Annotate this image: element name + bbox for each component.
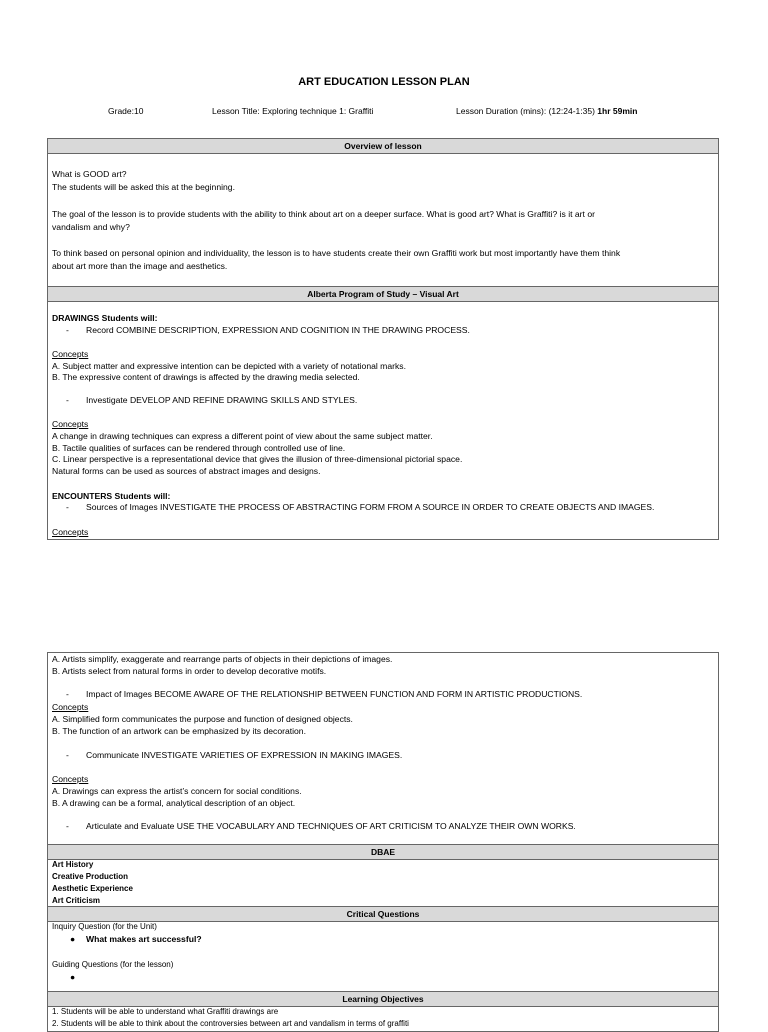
overview-think-line2: about art more than the image and aesthetics. [52, 261, 228, 271]
concept-line: Natural forms can be used as sources of abstract images and designs. [52, 466, 321, 476]
concepts-label: Concepts [52, 349, 89, 359]
objectives-header: Learning Objectives [48, 991, 718, 1007]
lesson-title: Lesson Title: Exploring technique 1: Graffiti [212, 106, 374, 116]
inquiry-question: ● What makes art successful? [70, 934, 202, 944]
overview-think-line1: To think based on personal opinion and individuality, the lesson is to have students create their own Graffiti work but most importantly have them think [52, 248, 621, 258]
encounters-bullet-1: - Sources of Images INVESTIGATE THE PROCESS OF ABSTRACTING FORM FROM A SOURCE IN ORDER TO CREATE OBJECTS AND IMAGES. [66, 502, 655, 512]
concept-line: A. Artists simplify, exaggerate and rearrange parts of objects in their depictions of images. [52, 654, 393, 664]
dbae-item: Aesthetic Experience [52, 884, 133, 893]
concepts-label: Concepts [52, 702, 89, 712]
encounters-heading: ENCOUNTERS Students will: [52, 491, 171, 501]
inquiry-label: Inquiry Question (for the Unit) [52, 922, 157, 931]
concepts-label: Concepts [52, 419, 89, 429]
overview-question-note: The students will be asked this at the beginning. [52, 182, 235, 192]
concepts-label: Concepts [52, 527, 89, 537]
concepts-label: Concepts [52, 774, 89, 784]
concept-line: C. Linear perspective is a representational device that gives the illusion of three-dimensional pictorial space. [52, 454, 463, 464]
concept-line: B. The function of an artwork can be emphasized by its decoration. [52, 726, 306, 736]
overview-goal-line1: The goal of the lesson is to provide students with the ability to think about art on a deeper surface. What is good art? What is Graffiti? is it art or [52, 209, 595, 219]
lesson-duration [456, 106, 637, 116]
program-header: Alberta Program of Study – Visual Art [48, 286, 718, 302]
duration-label: Lesson Duration (mins): (12:24-1:35) [456, 106, 595, 116]
overview-header: Overview of lesson [48, 139, 718, 154]
objective-line: 1. Students will be able to understand what Graffiti drawings are [52, 1007, 279, 1016]
concept-line: A. Drawings can express the artist’s concern for social conditions. [52, 786, 302, 796]
critical-header: Critical Questions [48, 906, 718, 922]
grade: Grade:10 [108, 106, 144, 116]
encounters-bullet-4: - Articulate and Evaluate USE THE VOCABULARY AND TECHNIQUES OF ART CRITICISM TO ANALYZE THEIR OWN WORKS. [66, 821, 576, 831]
encounters-bullet-3: - Communicate INVESTIGATE VARIETIES OF EXPRESSION IN MAKING IMAGES. [66, 750, 403, 760]
concept-line: A. Subject matter and expressive intention can be depicted with a variety of notational marks. [52, 361, 406, 371]
concept-line: B. Artists select from natural forms in order to develop decorative motifs. [52, 666, 327, 676]
duration-value: 1hr 59min [597, 106, 638, 116]
page1-table [47, 138, 719, 540]
concept-line: B. The expressive content of drawings is affected by the drawing media selected. [52, 372, 360, 382]
concept-line: A change in drawing techniques can express a different point of view about the same subject matter. [52, 431, 433, 441]
document-title: ART EDUCATION LESSON PLAN [298, 76, 470, 88]
overview-goal-line2: vandalism and why? [52, 222, 130, 232]
drawings-bullet-1: - Record COMBINE DESCRIPTION, EXPRESSION AND COGNITION IN THE DRAWING PROCESS. [66, 325, 470, 335]
dbae-header: DBAE [48, 844, 718, 860]
dbae-item: Art Criticism [52, 896, 101, 905]
concept-line: B. Tactile qualities of surfaces can be rendered through controlled use of line. [52, 443, 346, 453]
overview-question: What is GOOD art? [52, 169, 127, 179]
dbae-item: Creative Production [52, 872, 129, 881]
guiding-label: Guiding Questions (for the lesson) [52, 960, 174, 969]
dbae-item: Art History [52, 860, 94, 869]
concept-line: A. Simplified form communicates the purpose and function of designed objects. [52, 714, 353, 724]
guiding-bullet: ● [70, 972, 76, 982]
encounters-bullet-2: - Impact of Images BECOME AWARE OF THE RELATIONSHIP BETWEEN FUNCTION AND FORM IN ARTISTIC PRODUCTIONS. [66, 689, 583, 699]
concept-line: B. A drawing can be a formal, analytical description of an object. [52, 798, 296, 808]
drawings-heading: DRAWINGS Students will: [52, 313, 158, 323]
objective-line: 2. Students will be able to think about the controversies between art and vandalism in terms of graffiti [52, 1019, 409, 1028]
page2-table [47, 652, 719, 1032]
drawings-bullet-2: - Investigate DEVELOP AND REFINE DRAWING SKILLS AND STYLES. [66, 395, 358, 405]
